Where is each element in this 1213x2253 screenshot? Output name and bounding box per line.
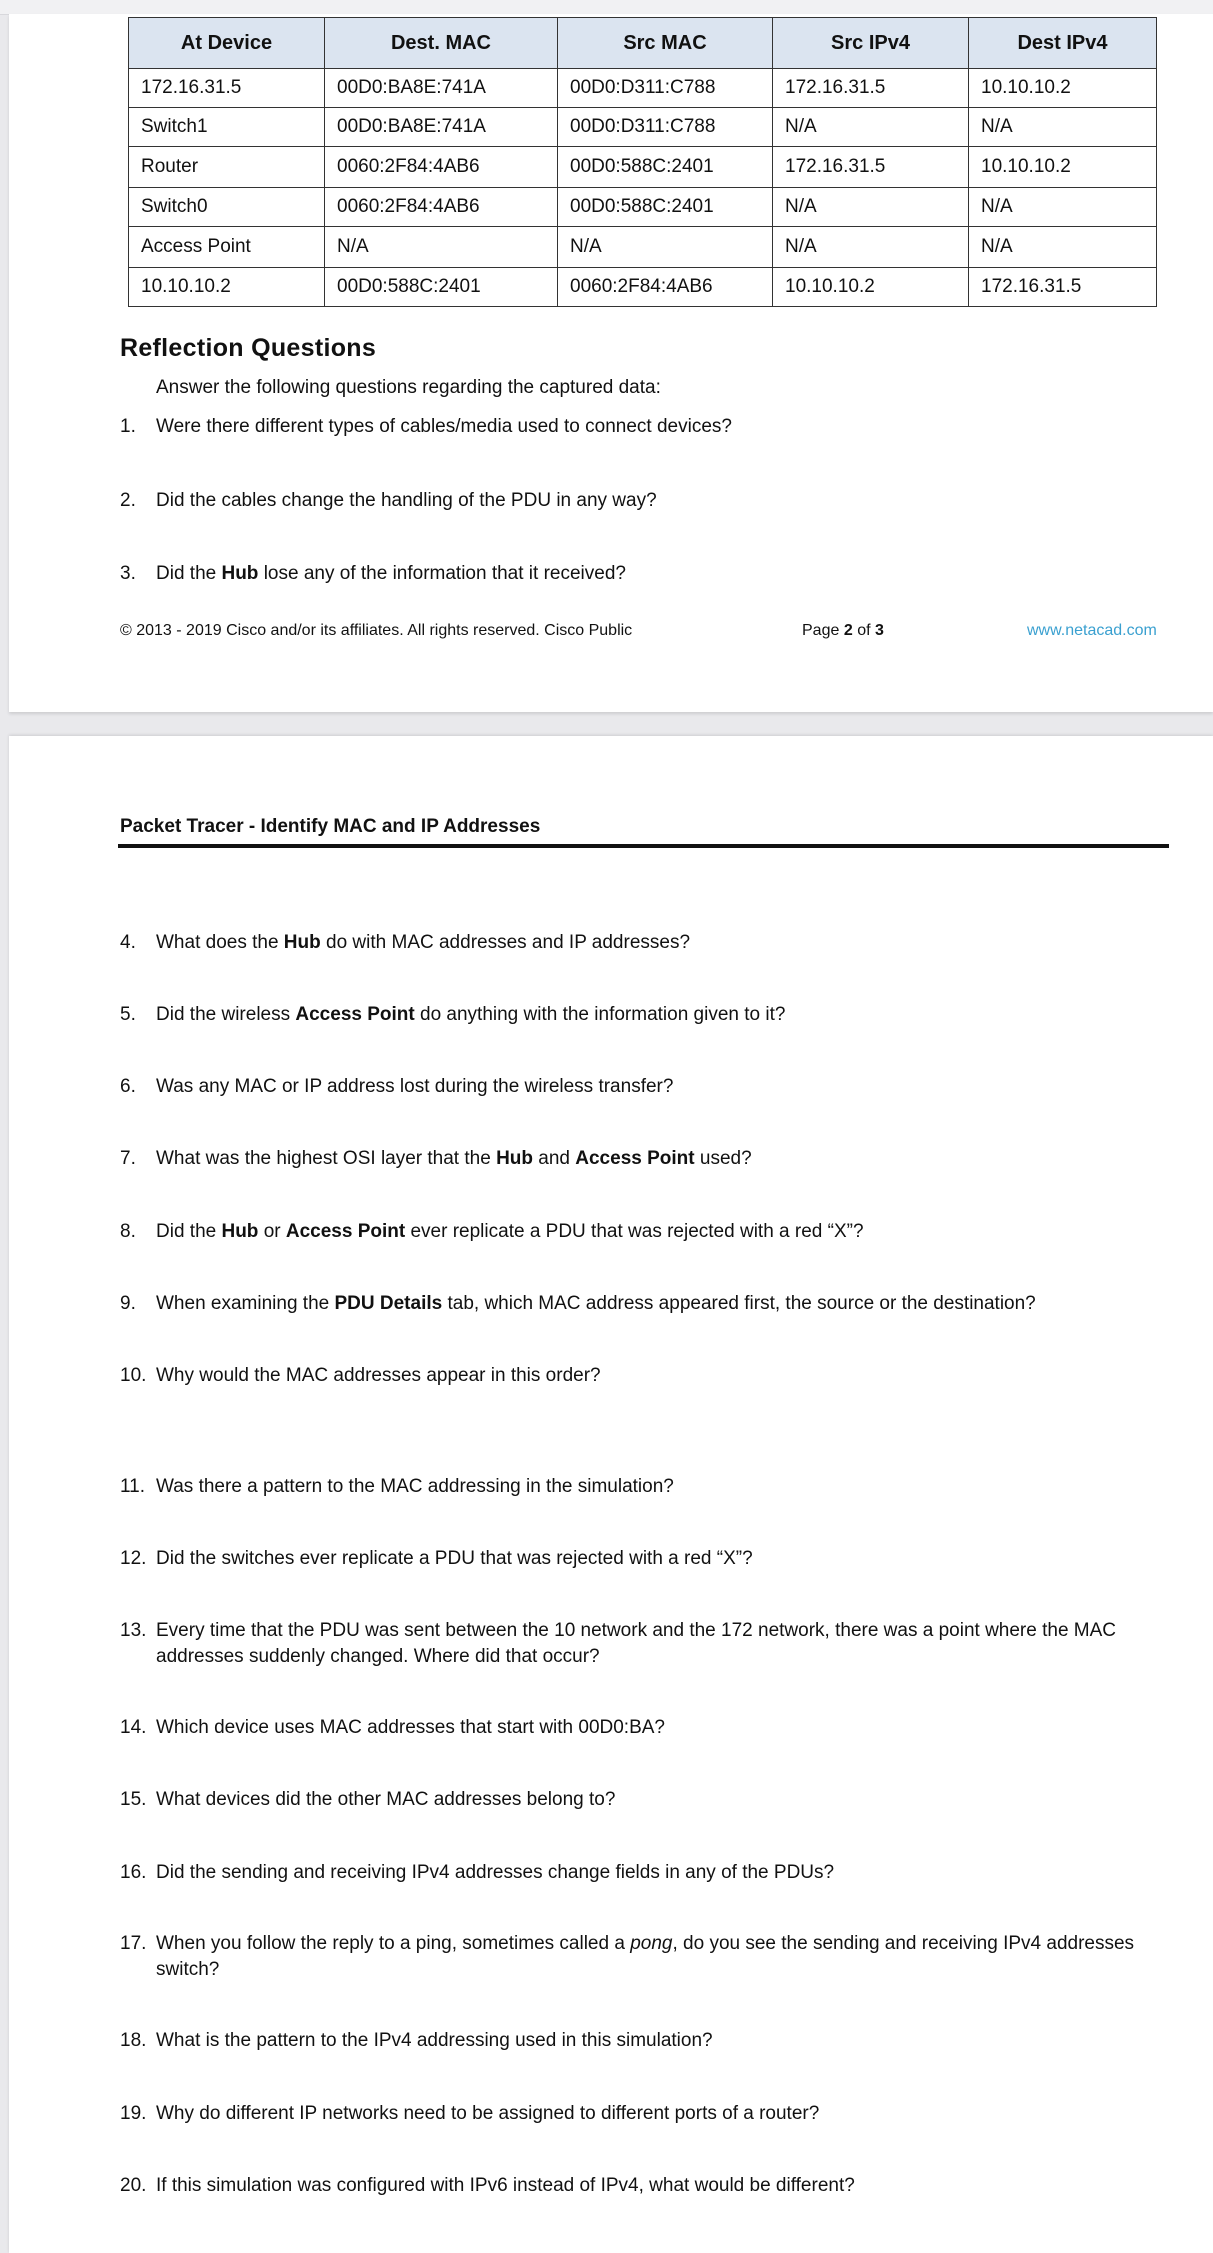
question-text-run: do anything with the information given to it? [414, 1004, 786, 1025]
question-text [156, 1546, 1170, 1572]
col-header-at-device: At Device [129, 18, 325, 69]
question-text [156, 1219, 1170, 1245]
question-text-run: Why do different IP networks need to be assigned to different ports of a router? [156, 2103, 820, 2124]
question-number: 12. [120, 1548, 147, 1569]
question-item [120, 1860, 1170, 1886]
question-text-run: Did the [156, 563, 222, 584]
table-cell: 10.10.10.2 [129, 268, 325, 307]
question-text-run: ever replicate a PDU that was rejected with a red “X”? [405, 1221, 864, 1242]
question-item [120, 1474, 1170, 1500]
question-item [120, 930, 1170, 956]
table-row [129, 147, 1157, 188]
question-text [156, 1474, 1170, 1500]
table-cell: 00D0:BA8E:741A [325, 108, 558, 147]
table-cell: 00D0:D311:C788 [558, 69, 773, 108]
table-cell: 00D0:588C:2401 [325, 268, 558, 307]
question-item [120, 1002, 1170, 1028]
question-text-run: Did the cables change the handling of the PDU in any way? [156, 490, 657, 511]
footer-copyright: © 2013 - 2019 Cisco and/or its affiliates. All rights reserved. Cisco Public [120, 622, 633, 639]
question-text [156, 1787, 1170, 1813]
question-text-run: Did the wireless [156, 1004, 296, 1025]
question-bold-term: Hub [496, 1148, 533, 1169]
table-cell: Switch0 [129, 188, 325, 227]
question-text [156, 414, 1170, 440]
table-cell: 10.10.10.2 [969, 69, 1157, 108]
question-item [120, 1363, 1170, 1389]
question-text [156, 1715, 1170, 1741]
question-item [120, 1291, 1170, 1317]
question-number: 19. [120, 2103, 147, 2124]
question-text-run: do with MAC addresses and IP addresses? [320, 932, 691, 953]
table-cell: N/A [773, 227, 969, 268]
table-cell: Router [129, 147, 325, 188]
question-text-run: , do you see the sending and receiving IPv4 addresses switch? [156, 1933, 1135, 1980]
question-number: 16. [120, 1862, 147, 1883]
question-item [120, 1074, 1170, 1100]
question-number: 5. [120, 1004, 136, 1025]
table-cell: 0060:2F84:4AB6 [325, 188, 558, 227]
question-text-run: Did the switches ever replicate a PDU that was rejected with a red “X”? [156, 1548, 753, 1569]
table-cell: Switch1 [129, 108, 325, 147]
page-total: 3 [874, 622, 884, 639]
question-bold-term: Access Point [295, 1004, 415, 1025]
table-cell: 172.16.31.5 [773, 69, 969, 108]
question-bold-term: Access Point [575, 1148, 695, 1169]
table-cell: 00D0:588C:2401 [558, 147, 773, 188]
question-text [156, 1146, 1170, 1172]
question-text-run: Did the [156, 1221, 222, 1242]
table-cell: 00D0:BA8E:741A [325, 69, 558, 108]
question-text [156, 1291, 1170, 1317]
question-item [120, 2173, 1170, 2199]
question-text-run: When examining the [156, 1293, 335, 1314]
question-number: 7. [120, 1148, 136, 1169]
question-text [156, 2028, 1170, 2054]
table-header-row [129, 18, 1157, 69]
table-row [129, 69, 1157, 108]
table-cell: N/A [969, 227, 1157, 268]
table-cell: N/A [969, 188, 1157, 227]
question-number: 6. [120, 1076, 136, 1097]
table-cell: 00D0:588C:2401 [558, 188, 773, 227]
table-cell: Access Point [129, 227, 325, 268]
col-header-src-mac: Src MAC [558, 18, 773, 69]
question-text-run: What does the [156, 932, 284, 953]
question-bold-term: Hub [221, 563, 259, 584]
question-bold-term: Access Point [285, 1221, 406, 1242]
question-number: 11. [120, 1476, 146, 1497]
question-text [156, 1002, 1170, 1028]
reflection-intro: Answer the following questions regarding the captured data: [156, 377, 661, 398]
question-number: 3. [120, 563, 136, 584]
question-text-run: Did the sending and receiving IPv4 addresses change fields in any of the PDUs? [156, 1862, 835, 1883]
question-item [120, 2101, 1170, 2127]
question-item [120, 1546, 1170, 1572]
col-header-dest-mac: Dest. MAC [325, 18, 558, 69]
table-row [129, 227, 1157, 268]
question-text-run: What is the pattern to the IPv4 addressing used in this simulation? [156, 2030, 713, 2051]
question-text [156, 1618, 1170, 1670]
question-bold-term: PDU Details [334, 1293, 443, 1314]
question-number: 18. [120, 2030, 147, 2051]
question-number: 17. [120, 1933, 147, 1954]
question-text [156, 561, 1170, 587]
table-cell: 172.16.31.5 [129, 69, 325, 108]
question-text [156, 1931, 1170, 1983]
question-text-run: Was there a pattern to the MAC addressing in the simulation? [156, 1476, 674, 1497]
question-text-run: Why would the MAC addresses appear in this order? [156, 1365, 601, 1386]
question-item [120, 1787, 1170, 1813]
question-number: 8. [120, 1221, 136, 1242]
question-text-run: When you follow the reply to a ping, sometimes called a [156, 1933, 631, 1954]
question-bold-term: Hub [221, 1221, 259, 1242]
table-cell: N/A [773, 188, 969, 227]
reflection-heading: Reflection Questions [120, 334, 377, 362]
footer-url-link[interactable]: www.netacad.com [1027, 622, 1157, 639]
question-number: 20. [120, 2175, 147, 2196]
table-cell: N/A [969, 108, 1157, 147]
viewer-top-bar [0, 0, 1213, 15]
col-header-dest-ipv4: Dest IPv4 [969, 18, 1157, 69]
question-number: 9. [120, 1293, 136, 1314]
question-text-run: Were there different types of cables/media used to connect devices? [156, 416, 732, 437]
question-number: 15. [120, 1789, 147, 1810]
question-number: 4. [120, 932, 136, 953]
question-text-run: Was any MAC or IP address lost during the wireless transfer? [156, 1076, 674, 1097]
question-number: 13. [120, 1620, 147, 1641]
question-text-run: If this simulation was configured with IPv6 instead of IPv4, what would be different? [156, 2175, 855, 2196]
table-row [129, 268, 1157, 307]
page-current: 2 [843, 622, 853, 639]
question-item [120, 1931, 1170, 1983]
table-cell: 0060:2F84:4AB6 [325, 147, 558, 188]
question-italic-term: pong [630, 1933, 673, 1954]
col-header-src-ipv4: Src IPv4 [773, 18, 969, 69]
question-number: 1. [120, 416, 136, 437]
table-cell: 00D0:D311:C788 [558, 108, 773, 147]
table-cell: 0060:2F84:4AB6 [558, 268, 773, 307]
page-of: of [857, 622, 871, 639]
question-item [120, 488, 1170, 514]
question-text [156, 488, 1170, 514]
table-cell: 172.16.31.5 [773, 147, 969, 188]
question-text-run: What was the highest OSI layer that the [156, 1148, 497, 1169]
footer-page-number [802, 622, 884, 640]
question-text [156, 2173, 1170, 2199]
question-text [156, 1860, 1170, 1886]
question-text [156, 2101, 1170, 2127]
question-item [120, 1219, 1170, 1245]
question-item [120, 414, 1170, 440]
question-text-run: Every time that the PDU was sent between the 10 network and the 172 network, there was a point where the MAC addresses suddenly changed. Where did that occur? [156, 1620, 1117, 1667]
table-cell: 172.16.31.5 [969, 268, 1157, 307]
table-cell: N/A [325, 227, 558, 268]
question-text-run: tab, which MAC address appeared first, the source or the destination? [442, 1293, 1036, 1314]
question-text-run: used? [694, 1148, 752, 1169]
running-header: Packet Tracer - Identify MAC and IP Addresses [120, 816, 541, 837]
question-item [120, 1618, 1170, 1670]
question-text [156, 1363, 1170, 1389]
question-text-run: or [258, 1221, 286, 1242]
document-page-3 [9, 736, 1213, 2253]
question-number: 14. [120, 1717, 147, 1738]
table-cell: N/A [558, 227, 773, 268]
header-rule [118, 844, 1169, 848]
question-text-run: Which device uses MAC addresses that start with 00D0:BA? [156, 1717, 666, 1738]
page-label: Page [802, 622, 840, 639]
question-item [120, 1146, 1170, 1172]
question-number: 10. [120, 1365, 147, 1386]
document-page-2 [9, 14, 1213, 712]
question-text-run: What devices did the other MAC addresses belong to? [156, 1789, 616, 1810]
captured-data-table [128, 17, 1157, 307]
table-cell: N/A [773, 108, 969, 147]
question-item [120, 1715, 1170, 1741]
question-text [156, 1074, 1170, 1100]
table-cell: 10.10.10.2 [773, 268, 969, 307]
question-text-run: lose any of the information that it received? [258, 563, 626, 584]
question-text-run: and [533, 1148, 576, 1169]
question-item [120, 561, 1170, 587]
table-row [129, 188, 1157, 227]
question-number: 2. [120, 490, 136, 511]
table-row [129, 108, 1157, 147]
question-text [156, 930, 1170, 956]
question-bold-term: Hub [283, 932, 321, 953]
table-cell: 10.10.10.2 [969, 147, 1157, 188]
question-item [120, 2028, 1170, 2054]
